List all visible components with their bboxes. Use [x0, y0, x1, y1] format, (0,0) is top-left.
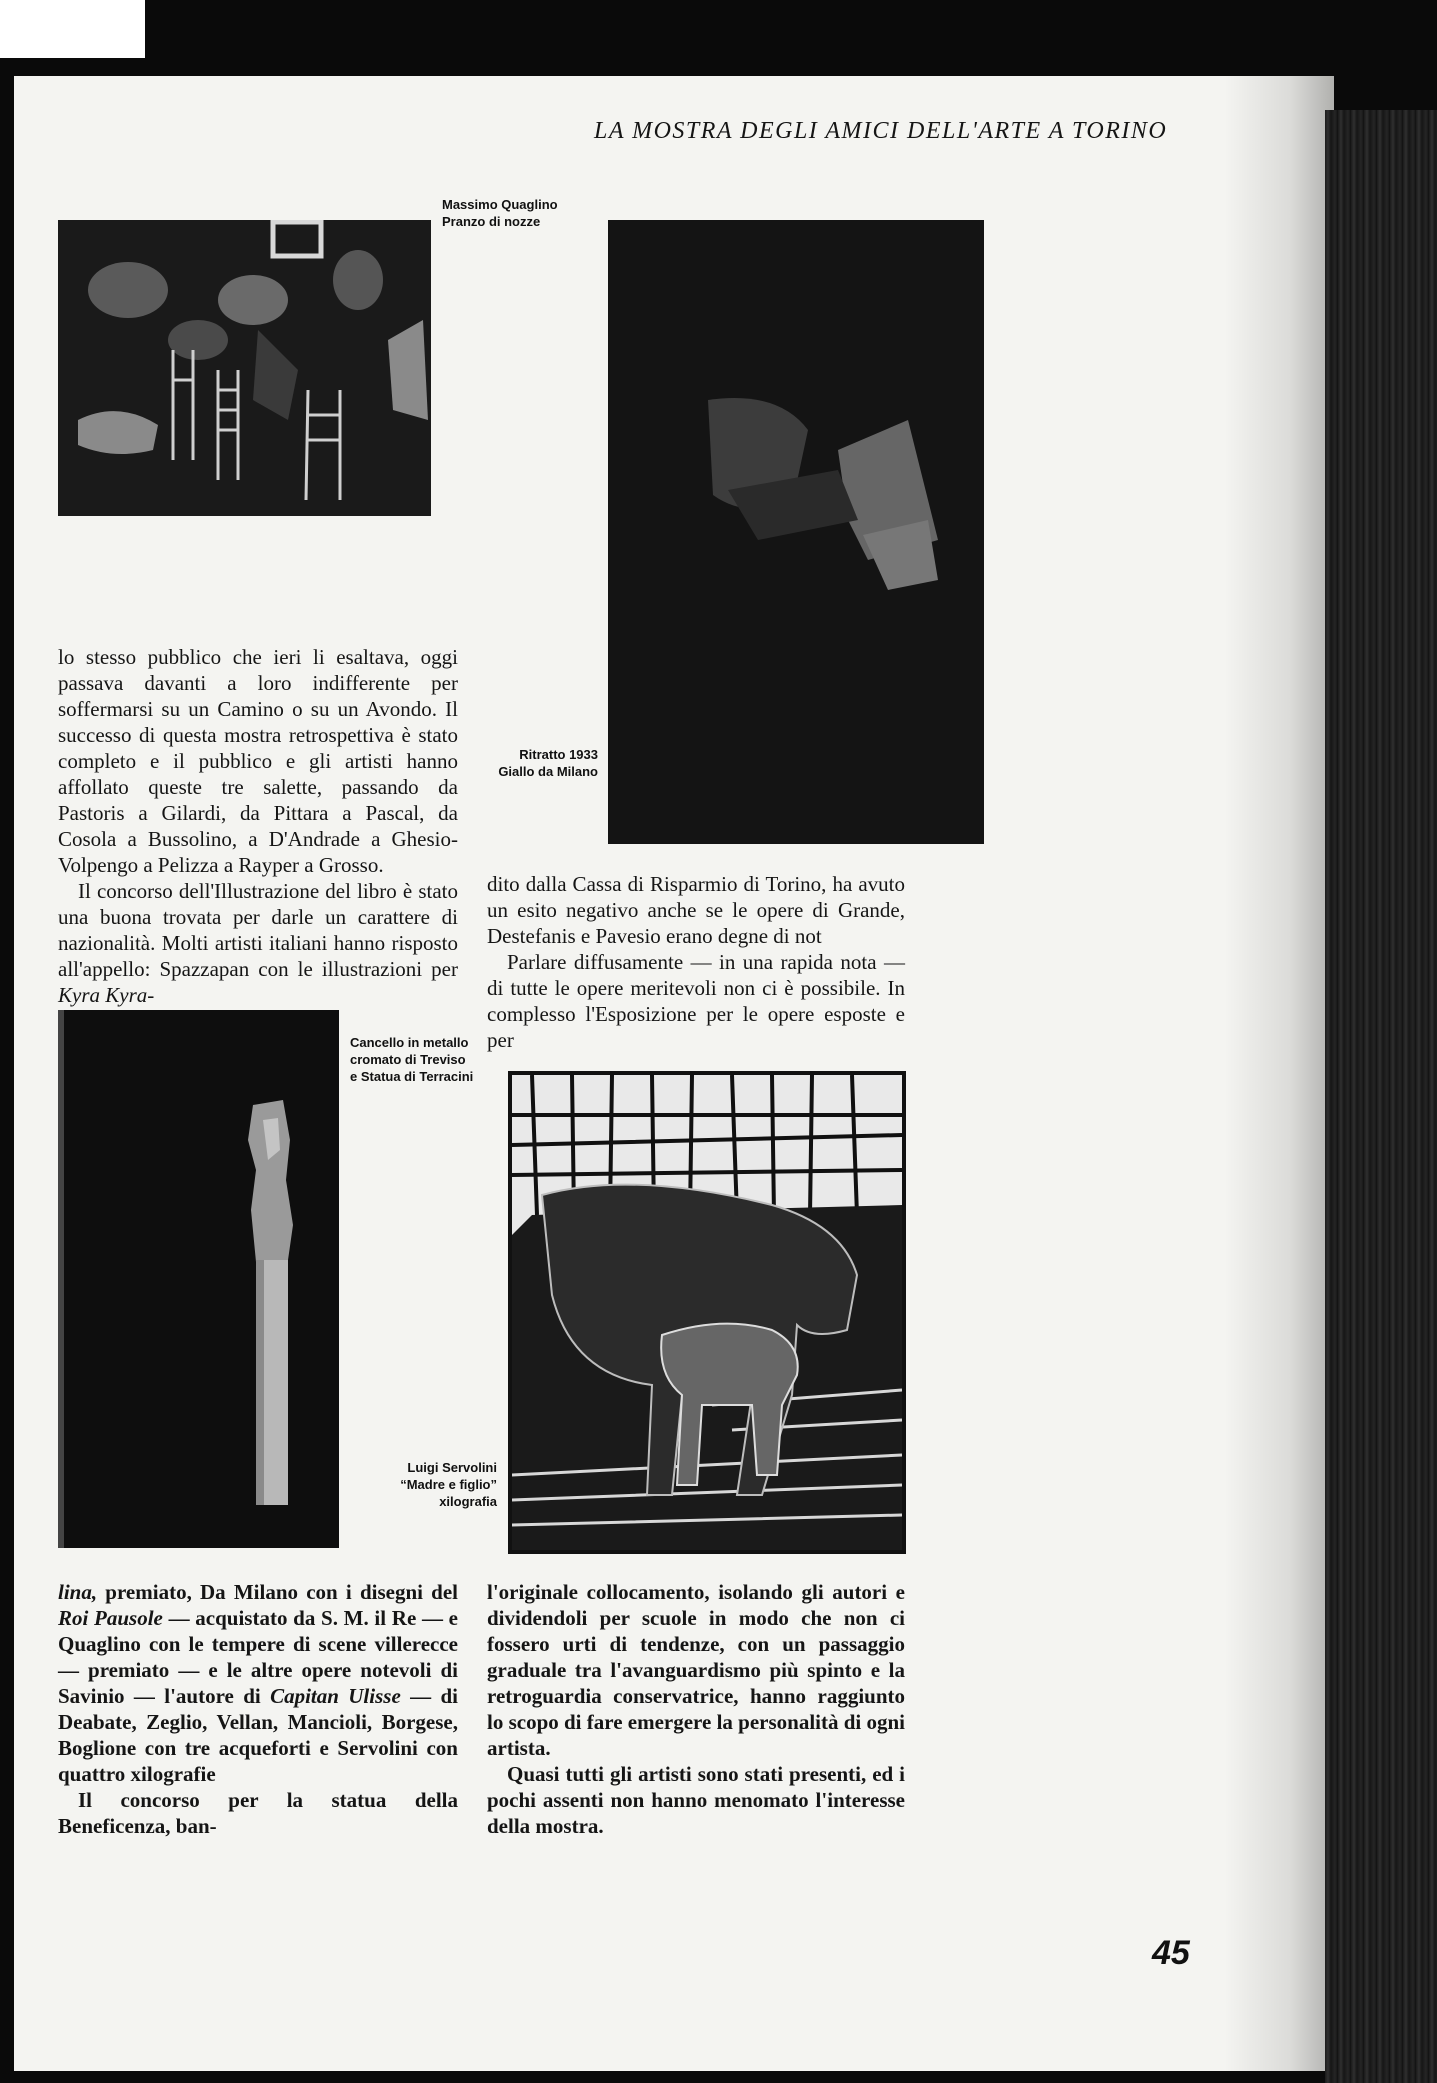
woodcut-madre-e-figlio: [508, 1071, 906, 1554]
page-number: 45: [1152, 1934, 1190, 1972]
running-header: LA MOSTRA DEGLI AMICI DELL'ARTE A TORINO: [594, 118, 1168, 144]
page-shadow: [1224, 76, 1334, 2071]
text-column-2-bottom: l'originale collocamento, isolando gli autori e dividendoli per scuole in modo che non ci fossero urti di tendenze, con un passaggio graduale tra l'avanguardismo più spinto e la retroguardia conservatrice, hanno raggiunto lo scopo di fare emergere la personalità di ogni artista. Quasi tutti gli artisti sono stati presenti, ed i pochi assenti non hanno menomato l'interesse della mostra.: [487, 1580, 906, 1838]
photo-cancello-e-statua: [58, 1010, 339, 1548]
magazine-page: [14, 76, 1334, 2071]
painting-pranzo-di-nozze: [58, 220, 431, 516]
caption-sculpture: Cancello in metallo cromato di Treviso e Statua di Terracini: [350, 1035, 474, 1084]
scan-border-corner: [0, 0, 145, 58]
text-column-2-top: dito dalla Cassa di Risparmio di Torino, ha avuto un esito negativo anche se le opere di Grande, Destefanis e Pavesio erano degne di not Parlare diffusamente — in una rapida nota — di tutte le opere meritevoli non ci è possibile. In complesso l'Esposizione per le opere esposte e per: [487, 872, 905, 1052]
caption-servolini: Luigi Servolini “Madre e figlio” xilografia: [400, 1460, 497, 1509]
caption-quaglino: Massimo Quaglino Pranzo di nozze: [442, 197, 558, 229]
painting-ritratto-1933: [608, 220, 984, 844]
text-column-1-top: lo stesso pubblico che ieri li esaltava, oggi passava davanti a loro indifferente per soffermarsi su un Camino o su un Avondo. Il successo di questa mostra retrospettiva è stato completo e il pubblico e gli artisti hanno affollato queste tre salette, passando da Pastoris a Gilardi, da Pittara a Pascal, da Cosola a Bussolino, a D'Andrade a Ghesio-Volpengo a Pelizza a Rayper a Grosso. Il concorso dell'Illustrazione del libro è stato una buona trovata per darle un carattere di nazionalità. Molti artisti italiani hanno risposto all'appello: Spazzapan con le illustrazioni per Kyra Kyra-: [58, 645, 458, 1007]
caption-ritratto: Ritratto 1933 Giallo da Milano: [498, 747, 598, 779]
text-column-1-bottom: lina, premiato, Da Milano con i disegni del Roi Pausole — acquistato da S. M. il Re — e Quaglino con le tempere di scene villerecce — premiato — e le altre opere notevoli di Savinio — l'autore di Capitan Ulisse — di Deabate, Zeglio, Vellan, Mancioli, Borgese, Boglione con tre acqueforti e Servolini con quattro xilografie Il concorso per la statua della Beneficenza, ban-: [58, 1580, 459, 1838]
book-spine: [1325, 110, 1437, 2083]
